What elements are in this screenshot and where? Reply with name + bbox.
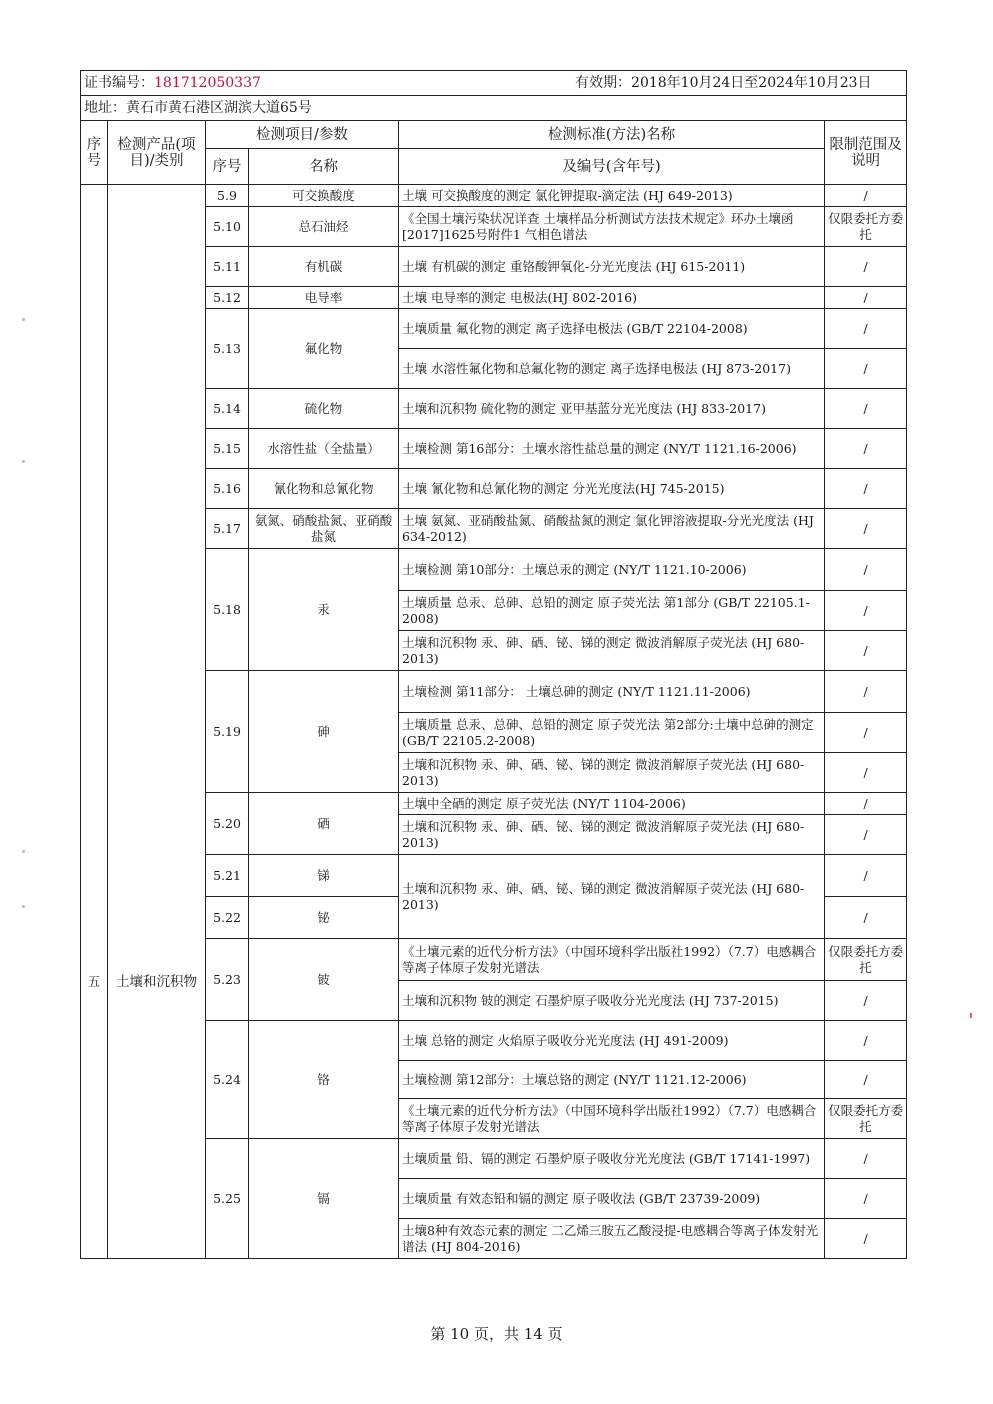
standard-method: 土壤中全硒的测定 原子荧光法 (NY/T 1104-2006): [399, 793, 825, 815]
limit-note: /: [825, 713, 907, 753]
standard-method: 土壤检测 第11部分： 土壤总砷的测定 (NY/T 1121.11-2006): [399, 671, 825, 713]
cert-number-cell: [81, 71, 872, 96]
item-name: 有机碳: [249, 247, 399, 287]
standard-method: 《土壤元素的近代分析方法》（中国环境科学出版社1992）（7.7）电感耦合等离子体原子发射光谱法: [399, 1099, 825, 1139]
item-seq: 5.13: [206, 309, 249, 389]
item-seq: 5.10: [206, 207, 249, 247]
item-name: 锑: [249, 855, 399, 897]
item-seq: 5.19: [206, 671, 249, 793]
limit-note: 仅限委托方委托: [825, 939, 907, 981]
limit-note: /: [825, 469, 907, 509]
limit-note: /: [825, 389, 907, 429]
scan-speck: [22, 318, 25, 321]
page-footer: 第 10 页，共 14 页: [430, 1325, 563, 1343]
standard-method: 土壤 电导率的测定 电极法(HJ 802-2016): [399, 287, 825, 309]
group-product: 土壤和沉积物: [108, 185, 206, 1259]
item-seq: 5.11: [206, 247, 249, 287]
column-header-row-1: [81, 121, 907, 149]
standard-method: 土壤检测 第12部分：土壤总铬的测定 (NY/T 1121.12-2006): [399, 1061, 825, 1099]
col-item-seq: 序号: [206, 149, 249, 185]
item-name: 总石油烃: [249, 207, 399, 247]
col-standard-line2: 及编号(含年号): [399, 149, 825, 185]
standard-method: 土壤 总铬的测定 火焰原子吸收分光光度法 (HJ 491-2009): [399, 1021, 825, 1061]
standard-method: 土壤质量 铅、镉的测定 石墨炉原子吸收分光光度法 (GB/T 17141-1997): [399, 1139, 825, 1179]
item-name: 氟化物: [249, 309, 399, 389]
limit-note: /: [825, 671, 907, 713]
limit-note: /: [825, 1021, 907, 1061]
standard-method: 土壤质量 有效态铅和镉的测定 原子吸收法 (GB/T 23739-2009): [399, 1179, 825, 1219]
limit-note: /: [825, 549, 907, 591]
item-name: 水溶性盐（全盐量）: [249, 429, 399, 469]
item-seq: 5.20: [206, 793, 249, 855]
item-name: 铍: [249, 939, 399, 1021]
standard-method: 土壤和沉积物 铍的测定 石墨炉原子吸收分光光度法 (HJ 737-2015): [399, 981, 825, 1021]
item-name: 铋: [249, 897, 399, 939]
item-name: 电导率: [249, 287, 399, 309]
test-scope-table: [80, 70, 907, 1259]
item-seq: 5.17: [206, 509, 249, 549]
certificate-page: [80, 70, 906, 1259]
col-item-name: 名称: [249, 149, 399, 185]
standard-method: 土壤 有机碳的测定 重铬酸钾氧化-分光光度法 (HJ 615-2011): [399, 247, 825, 287]
table-row: [81, 185, 907, 207]
limit-note: /: [825, 349, 907, 389]
item-seq: 5.21: [206, 855, 249, 897]
standard-method: 土壤质量 氟化物的测定 离子选择电极法 (GB/T 22104-2008): [399, 309, 825, 349]
limit-note: /: [825, 1179, 907, 1219]
limit-note: /: [825, 815, 907, 855]
limit-note: /: [825, 981, 907, 1021]
group-seq: 五: [81, 185, 108, 1259]
item-name: 硫化物: [249, 389, 399, 429]
item-name: 砷: [249, 671, 399, 793]
limit-note: /: [825, 753, 907, 793]
address-row: [81, 96, 907, 121]
limit-note: /: [825, 185, 907, 207]
limit-note: /: [825, 1219, 907, 1259]
item-seq: 5.24: [206, 1021, 249, 1139]
standard-method: 土壤和沉积物 汞、砷、硒、铋、锑的测定 微波消解原子荧光法 (HJ 680-2013): [399, 631, 825, 671]
col-item-group: 检测项目/参数: [206, 121, 399, 149]
limit-note: /: [825, 287, 907, 309]
item-name: 硒: [249, 793, 399, 855]
scan-speck: [22, 905, 25, 908]
item-seq: 5.22: [206, 897, 249, 939]
scan-mark: [970, 1013, 972, 1018]
item-seq: 5.25: [206, 1139, 249, 1259]
limit-note: 仅限委托方委托: [825, 207, 907, 247]
limit-note: /: [825, 1061, 907, 1099]
item-seq: 5.18: [206, 549, 249, 671]
item-seq: 5.14: [206, 389, 249, 429]
standard-method: 土壤8种有效态元素的测定 二乙烯三胺五乙酸浸提-电感耦合等离子体发射光谱法 (HJ 804-2016): [399, 1219, 825, 1259]
item-name: 氨氮、硝酸盐氮、亚硝酸盐氮: [249, 509, 399, 549]
standard-method: 《全国土壤污染状况详查 土壤样品分析测试方法技术规定》环办土壤函[2017]1625号附件1 气相色谱法: [399, 207, 825, 247]
standard-method: 土壤 氨氮、亚硝酸盐氮、硝酸盐氮的测定 氯化钾溶液提取-分光光度法 (HJ 634-2012): [399, 509, 825, 549]
limit-note: /: [825, 631, 907, 671]
limit-note: /: [825, 309, 907, 349]
item-seq: 5.16: [206, 469, 249, 509]
limit-note: /: [825, 1139, 907, 1179]
item-name: 氰化物和总氰化物: [249, 469, 399, 509]
col-standard-line1: 检测标准(方法)名称: [399, 121, 825, 149]
standard-method: 土壤质量 总汞、总砷、总铅的测定 原子荧光法 第1部分 (GB/T 22105.1-2008): [399, 591, 825, 631]
item-name: 铬: [249, 1021, 399, 1139]
standard-method: 土壤 水溶性氟化物和总氟化物的测定 离子选择电极法 (HJ 873-2017): [399, 349, 825, 389]
standard-method: 《土壤元素的近代分析方法》（中国环境科学出版社1992）（7.7）电感耦合等离子体原子发射光谱法: [399, 939, 825, 981]
cert-number-label: 证书编号：: [84, 75, 154, 91]
limit-note: /: [825, 897, 907, 939]
address: 地址：黄石市黄石港区湖滨大道65号: [81, 96, 907, 121]
item-name: 可交换酸度: [249, 185, 399, 207]
limit-note: 仅限委托方委托: [825, 1099, 907, 1139]
item-seq: 5.12: [206, 287, 249, 309]
col-seq: 序号: [81, 121, 108, 185]
item-name: 汞: [249, 549, 399, 671]
standard-method: 土壤 氰化物和总氰化物的测定 分光光度法(HJ 745-2015): [399, 469, 825, 509]
item-seq: 5.9: [206, 185, 249, 207]
standard-method: 土壤和沉积物 汞、砷、硒、铋、锑的测定 微波消解原子荧光法 (HJ 680-2013): [399, 815, 825, 855]
standard-method: 土壤和沉积物 汞、砷、硒、铋、锑的测定 微波消解原子荧光法 (HJ 680-2013): [399, 753, 825, 793]
validity-period: 有效期：2018年10月24日至2024年10月23日: [575, 75, 872, 91]
standard-method: 土壤质量 总汞、总砷、总铅的测定 原子荧光法 第2部分:土壤中总砷的测定 (GB/T 22105.2-2008): [399, 713, 825, 753]
limit-note: /: [825, 793, 907, 815]
limit-note: /: [825, 247, 907, 287]
standard-method: 土壤 可交换酸度的测定 氯化钾提取-滴定法 (HJ 649-2013): [399, 185, 825, 207]
item-seq: 5.23: [206, 939, 249, 1021]
item-name: 镉: [249, 1139, 399, 1259]
scan-speck: [22, 460, 25, 463]
item-seq: 5.15: [206, 429, 249, 469]
standard-method: 土壤和沉积物 硫化物的测定 亚甲基蓝分光光度法 (HJ 833-2017): [399, 389, 825, 429]
col-product: 检测产品(项目)/类别: [108, 121, 206, 185]
standard-method: 土壤检测 第16部分：土壤水溶性盐总量的测定 (NY/T 1121.16-2006): [399, 429, 825, 469]
limit-note: /: [825, 591, 907, 631]
standard-method: 土壤和沉积物 汞、砷、硒、铋、锑的测定 微波消解原子荧光法 (HJ 680-2013): [399, 855, 825, 939]
limit-note: /: [825, 429, 907, 469]
cert-number: 181712050337: [154, 75, 261, 91]
scan-speck: [22, 850, 25, 853]
col-limit: 限制范围及说明: [825, 121, 907, 185]
limit-note: /: [825, 509, 907, 549]
limit-note: /: [825, 855, 907, 897]
cert-header-row: [81, 71, 907, 96]
standard-method: 土壤检测 第10部分：土壤总汞的测定 (NY/T 1121.10-2006): [399, 549, 825, 591]
